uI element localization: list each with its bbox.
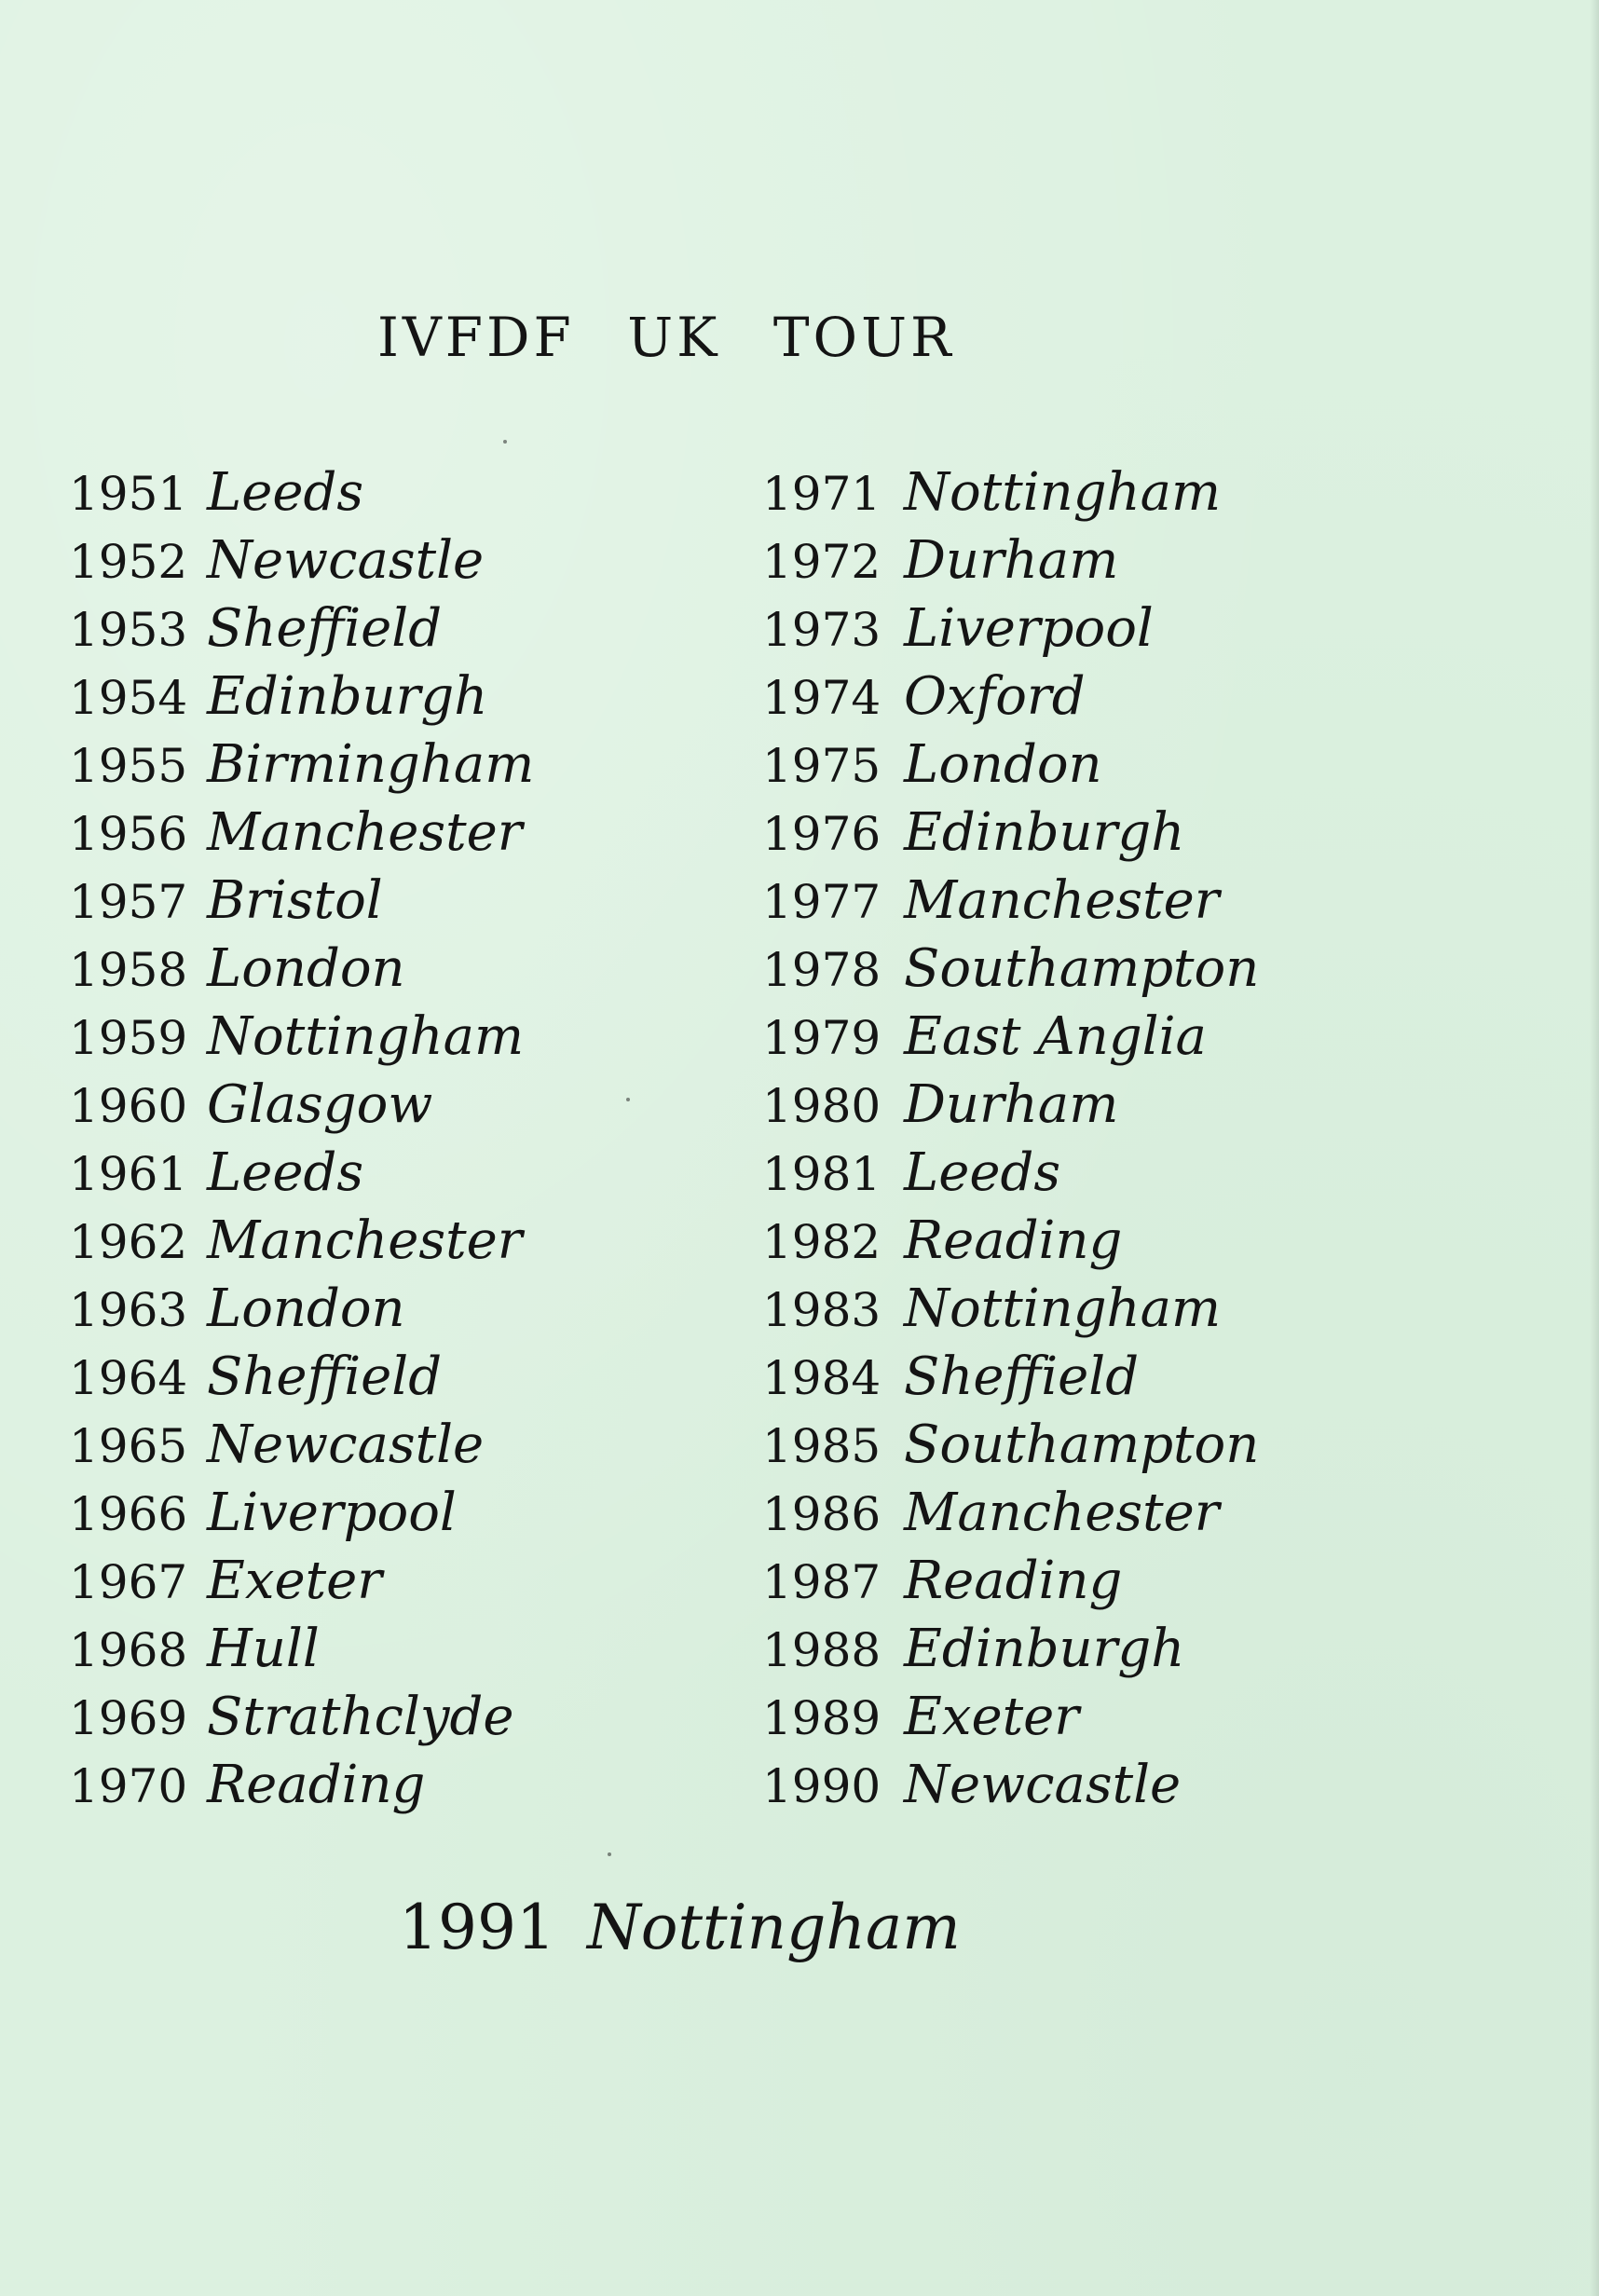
tour-year: 1983	[762, 1283, 882, 1337]
tour-entry	[762, 458, 1259, 526]
tour-city: Sheffield	[904, 1346, 1140, 1407]
tour-entry	[762, 1343, 1259, 1411]
tour-city: Southampton	[904, 938, 1260, 999]
paper-edge	[1590, 0, 1599, 2296]
tour-year: 1956	[69, 807, 188, 861]
tour-year: 1967	[69, 1555, 188, 1609]
tour-year: 1990	[762, 1759, 882, 1813]
ink-speck	[626, 1098, 630, 1101]
tour-entry	[69, 1275, 534, 1343]
tour-entry	[762, 1683, 1259, 1751]
tour-city: Newcastle	[207, 530, 485, 591]
tour-city: Manchester	[904, 870, 1220, 931]
tour-year: 1989	[762, 1691, 882, 1745]
tour-year: 1965	[69, 1419, 188, 1473]
tour-entry	[69, 1343, 534, 1411]
tour-entry	[762, 935, 1259, 1003]
tour-year: 1985	[762, 1419, 882, 1473]
tour-year: 1955	[69, 739, 188, 793]
tour-entry	[762, 1071, 1259, 1139]
tour-year: 1976	[762, 807, 882, 861]
tour-city: London	[207, 1278, 405, 1339]
tour-entry	[69, 663, 534, 731]
tour-year: 1972	[762, 535, 882, 589]
tour-year: 1957	[69, 875, 188, 929]
tour-entry	[762, 1275, 1259, 1343]
tour-entry	[69, 935, 534, 1003]
tour-entry	[69, 458, 534, 526]
ink-speck	[608, 1852, 611, 1856]
tour-city: Nottingham	[904, 1278, 1222, 1339]
tour-city: Edinburgh	[207, 666, 488, 727]
tour-entry	[69, 594, 534, 663]
tour-city: Durham	[904, 1074, 1119, 1135]
tour-year: 1980	[762, 1079, 882, 1133]
tour-entry	[762, 1411, 1259, 1479]
tour-entry	[762, 1615, 1259, 1683]
tour-entry	[762, 526, 1259, 594]
tour-entry	[762, 594, 1259, 663]
tour-city: Manchester	[904, 1483, 1220, 1543]
tour-city: Edinburgh	[904, 1619, 1185, 1679]
tour-year: 1977	[762, 875, 882, 929]
tour-entry	[762, 799, 1259, 867]
tour-year: 1960	[69, 1079, 188, 1133]
tour-city: Oxford	[904, 666, 1086, 727]
tour-entry	[69, 1683, 534, 1751]
tour-city: Leeds	[904, 1142, 1061, 1203]
tour-entry	[69, 731, 534, 799]
tour-entry	[69, 1139, 534, 1207]
tour-year: 1970	[69, 1759, 188, 1813]
tour-year: 1964	[69, 1351, 188, 1405]
tour-city: Liverpool	[207, 1483, 457, 1543]
tour-year: 1952	[69, 535, 188, 589]
tour-entry	[762, 1139, 1259, 1207]
tour-year: 1981	[762, 1147, 882, 1201]
tour-city: Reading	[904, 1551, 1123, 1611]
final-year: 1991	[399, 1892, 555, 1963]
tour-entry	[69, 1411, 534, 1479]
tour-city: London	[207, 938, 405, 999]
tour-city: Birmingham	[207, 734, 535, 795]
final-entry	[399, 1892, 1237, 1963]
tour-year: 1984	[762, 1351, 882, 1405]
tour-year: 1966	[69, 1487, 188, 1541]
tour-city: Sheffield	[207, 598, 443, 659]
tour-entry	[69, 1547, 534, 1615]
tour-city: Sheffield	[207, 1346, 443, 1407]
tour-city: Manchester	[207, 802, 523, 863]
tour-entry	[69, 1071, 534, 1139]
tour-year: 1982	[762, 1215, 882, 1269]
tour-entry	[69, 1479, 534, 1547]
tour-entry	[69, 1615, 534, 1683]
page-title: IVFDF UK TOUR	[377, 306, 955, 369]
tour-city: Leeds	[207, 1142, 364, 1203]
tour-city: Manchester	[207, 1210, 523, 1271]
tour-entry	[762, 1479, 1259, 1547]
tour-city: Hull	[207, 1619, 320, 1679]
tour-year: 1975	[762, 739, 882, 793]
tour-year: 1951	[69, 467, 188, 521]
tour-year: 1963	[69, 1283, 188, 1337]
tour-city: Newcastle	[207, 1414, 485, 1475]
tour-entry	[762, 1751, 1259, 1819]
tour-entry	[69, 799, 534, 867]
tour-list-left	[69, 458, 534, 1819]
tour-year: 1979	[762, 1011, 882, 1065]
tour-year: 1986	[762, 1487, 882, 1541]
ink-speck	[503, 440, 507, 444]
tour-year: 1959	[69, 1011, 188, 1065]
tour-city: Liverpool	[904, 598, 1154, 659]
tour-city: Bristol	[207, 870, 383, 931]
tour-entry	[69, 526, 534, 594]
tour-entry	[762, 1547, 1259, 1615]
tour-entry	[69, 867, 534, 935]
tour-year: 1968	[69, 1623, 188, 1677]
tour-year: 1978	[762, 943, 882, 997]
tour-year: 1971	[762, 467, 882, 521]
tour-year: 1988	[762, 1623, 882, 1677]
tour-year: 1974	[762, 671, 882, 725]
final-city: Nottingham	[586, 1892, 961, 1963]
tour-city: Glasgow	[207, 1074, 433, 1135]
tour-city: Edinburgh	[904, 802, 1185, 863]
tour-city: Newcastle	[904, 1755, 1182, 1815]
tour-year: 1958	[69, 943, 188, 997]
tour-city: East Anglia	[904, 1006, 1207, 1067]
tour-entry	[69, 1003, 534, 1071]
tour-city: Reading	[207, 1755, 426, 1815]
tour-year: 1969	[69, 1691, 188, 1745]
tour-city: Leeds	[207, 462, 364, 523]
tour-city: Exeter	[207, 1551, 383, 1611]
tour-city: Durham	[904, 530, 1119, 591]
tour-year: 1961	[69, 1147, 188, 1201]
tour-year: 1987	[762, 1555, 882, 1609]
tour-city: Strathclyde	[207, 1687, 514, 1747]
tour-city: Exeter	[904, 1687, 1080, 1747]
tour-year: 1962	[69, 1215, 188, 1269]
tour-city: Nottingham	[207, 1006, 525, 1067]
tour-year: 1954	[69, 671, 188, 725]
tour-year: 1973	[762, 603, 882, 657]
tour-entry	[69, 1207, 534, 1275]
tour-entry	[762, 731, 1259, 799]
tour-year: 1953	[69, 603, 188, 657]
tour-city: Nottingham	[904, 462, 1222, 523]
tour-entry	[762, 1003, 1259, 1071]
tour-city: Reading	[904, 1210, 1123, 1271]
tour-city: Southampton	[904, 1414, 1260, 1475]
tour-entry	[762, 867, 1259, 935]
tour-list-right	[762, 458, 1259, 1819]
tour-entry	[762, 663, 1259, 731]
tour-entry	[69, 1751, 534, 1819]
tour-city: London	[904, 734, 1102, 795]
tour-entry	[762, 1207, 1259, 1275]
